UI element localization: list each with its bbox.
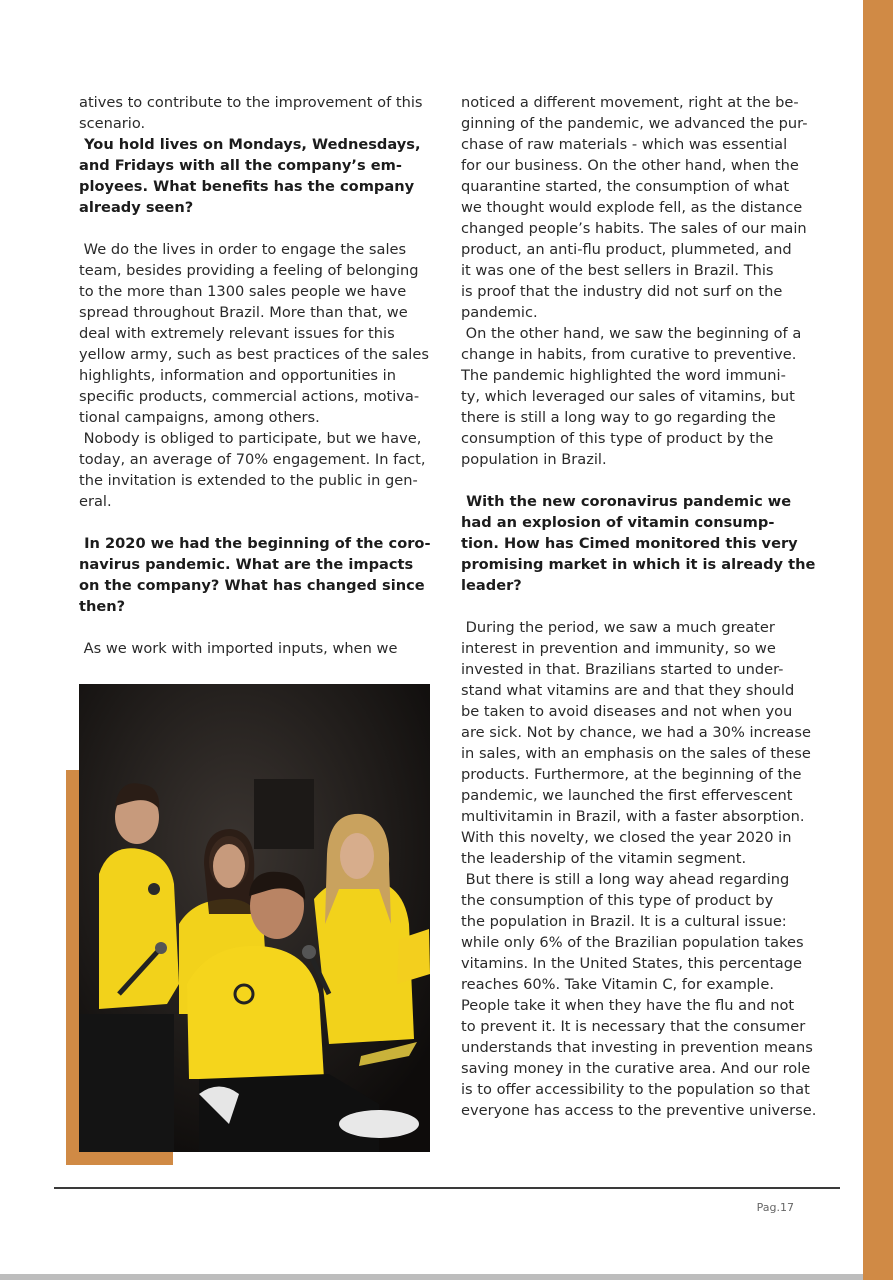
intro-lines (79, 92, 439, 134)
text-line: are sick. Not by chance, we had a 30% increase (461, 724, 811, 741)
text-line: product, an anti-flu product, plummeted, and (461, 241, 792, 258)
text-line: yellow army, such as best practices of the sales (79, 346, 429, 363)
text-line: specific products, commercial actions, motiva- (79, 388, 420, 405)
text-line: The pandemic highlighted the word immuni- (461, 367, 786, 384)
text-line: tional campaigns, among others. (79, 409, 320, 426)
text-line: People take it when they have the flu and not (461, 997, 795, 1014)
text-line: change in habits, from curative to preventive. (461, 346, 797, 363)
text-line: the invitation is extended to the public in gen- (79, 472, 418, 489)
text-line: consumption of this type of product by the (461, 430, 774, 447)
text-line: it was one of the best sellers in Brazil. This (461, 262, 774, 279)
text-line: for our business. On the other hand, when the (461, 157, 799, 174)
text-line: on the company? What has changed since (79, 577, 425, 594)
text-line: highlights, information and opportunities in (79, 367, 396, 384)
answer-pandemic-impacts-start (79, 638, 439, 659)
text-line: navirus pandemic. What are the impacts (79, 556, 414, 573)
text-line: scenario. (79, 115, 146, 132)
stage-photo (79, 684, 430, 1152)
text-line: is to offer accessibility to the population so that (461, 1081, 810, 1098)
text-line: products. Furthermore, at the beginning of the (461, 766, 802, 783)
text-line: is proof that the industry did not surf on the (461, 283, 783, 300)
text-line: ployees. What benefits has the company (79, 178, 415, 195)
page-bottom-edge (0, 1274, 863, 1280)
text-line: already seen? (79, 199, 194, 216)
text-line: reaches 60%. Take Vitamin C, for example. (461, 976, 774, 993)
text-line: the leadership of the vitamin segment. (461, 850, 747, 867)
text-line: had an explosion of vitamin consump- (461, 514, 775, 531)
text-line: Nobody is obliged to participate, but we have, (79, 430, 422, 447)
text-line: multivitamin in Brazil, with a faster absorption. (461, 808, 805, 825)
text-line: then? (79, 598, 126, 615)
text-line: deal with extremely relevant issues for this (79, 325, 395, 342)
text-line: But there is still a long way ahead regarding (461, 871, 790, 888)
right-column (461, 92, 821, 1121)
text-line: ty, which leveraged our sales of vitamins, but (461, 388, 795, 405)
text-line: population in Brazil. (461, 451, 607, 468)
question-vitamin-market (461, 491, 821, 596)
answer-vitamin-market (461, 617, 821, 1121)
text-line: eral. (79, 493, 112, 510)
text-line: promising market in which it is already the (461, 556, 816, 573)
text-line: chase of raw materials - which was essential (461, 136, 788, 153)
orange-side-stripe (863, 0, 893, 1280)
answer-pandemic-impacts-continued (461, 92, 821, 470)
text-line: everyone has access to the preventive universe. (461, 1102, 817, 1119)
text-line: noticed a different movement, right at the be- (461, 94, 799, 111)
question-lives-benefits (79, 134, 439, 218)
text-line: the consumption of this type of product by (461, 892, 774, 909)
text-line: stand what vitamins are and that they should (461, 682, 795, 699)
text-line: the population in Brazil. It is a cultural issue: (461, 913, 787, 930)
text-line: quarantine started, the consumption of what (461, 178, 790, 195)
text-line: vitamins. In the United States, this percentage (461, 955, 802, 972)
text-line: As we work with imported inputs, when we (79, 640, 398, 657)
text-line: atives to contribute to the improvement of this (79, 94, 423, 111)
text-line: During the period, we saw a much greater (461, 619, 775, 636)
text-line: to the more than 1300 sales people we have (79, 283, 407, 300)
text-line: On the other hand, we saw the beginning of a (461, 325, 802, 342)
text-line: interest in prevention and immunity, so we (461, 640, 776, 657)
text-line: team, besides providing a feeling of belonging (79, 262, 419, 279)
footer-rule (54, 1187, 840, 1189)
text-line: in sales, with an emphasis on the sales of these (461, 745, 811, 762)
answer-lives-benefits (79, 239, 439, 512)
text-line: spread throughout Brazil. More than that, we (79, 304, 408, 321)
text-line: there is still a long way to go regarding the (461, 409, 776, 426)
text-line: You hold lives on Mondays, Wednesdays, (79, 136, 421, 153)
text-line: With this novelty, we closed the year 2020 in (461, 829, 792, 846)
text-line: With the new coronavirus pandemic we (461, 493, 792, 510)
text-line: to prevent it. It is necessary that the consumer (461, 1018, 806, 1035)
text-line: We do the lives in order to engage the sales (79, 241, 407, 258)
text-line: be taken to avoid diseases and not when you (461, 703, 793, 720)
text-line: leader? (461, 577, 522, 594)
text-line: ginning of the pandemic, we advanced the pur- (461, 115, 808, 132)
text-line: pandemic, we launched the first effervescent (461, 787, 793, 804)
question-pandemic-impacts (79, 533, 439, 617)
text-line: changed people’s habits. The sales of our main (461, 220, 807, 237)
text-line: tion. How has Cimed monitored this very (461, 535, 798, 552)
text-line: understands that investing in prevention means (461, 1039, 813, 1056)
text-line: pandemic. (461, 304, 538, 321)
left-column (79, 92, 439, 659)
text-line: while only 6% of the Brazilian population takes (461, 934, 804, 951)
text-line: invested in that. Brazilians started to under- (461, 661, 784, 678)
text-line: we thought would explode fell, as the distance (461, 199, 803, 216)
text-line: and Fridays with all the company’s em- (79, 157, 402, 174)
text-line: saving money in the curative area. And our role (461, 1060, 811, 1077)
page-number: Pag.17 (756, 1201, 794, 1214)
text-line: In 2020 we had the beginning of the coro- (79, 535, 431, 552)
text-line: today, an average of 70% engagement. In fact, (79, 451, 426, 468)
